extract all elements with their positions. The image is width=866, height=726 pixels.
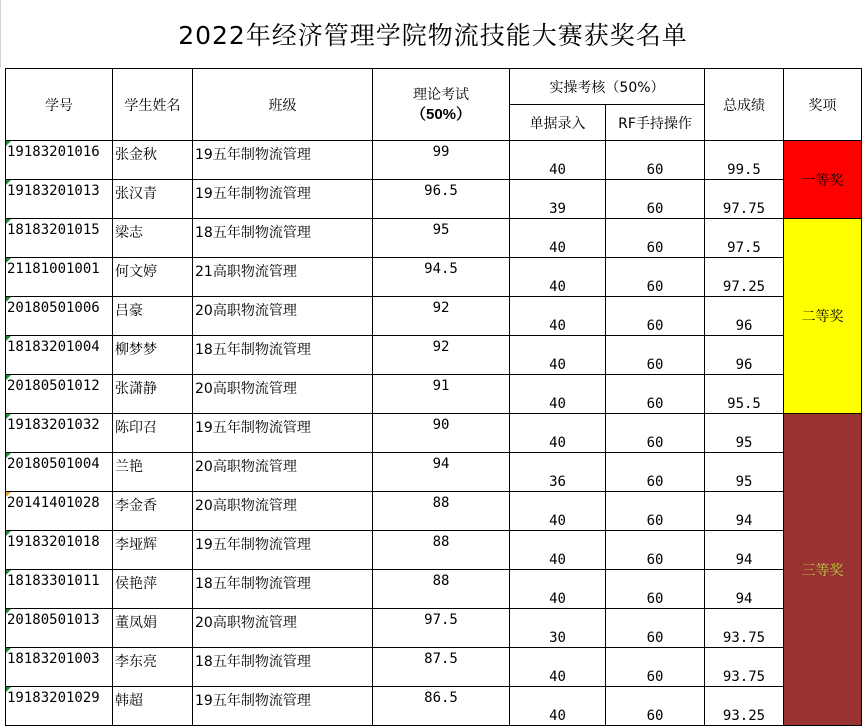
class-cell[interactable]: 18五年制物流管理 <box>193 570 373 609</box>
doc-entry-score-cell[interactable]: 40 <box>510 297 606 336</box>
total-score-cell[interactable]: 97.75 <box>705 180 784 219</box>
doc-entry-score-cell[interactable]: 40 <box>510 336 606 375</box>
student-id-cell[interactable] <box>6 687 113 726</box>
class-cell[interactable]: 19五年制物流管理 <box>193 531 373 570</box>
total-score-cell[interactable]: 93.25 <box>705 687 784 726</box>
doc-entry-score-cell[interactable]: 40 <box>510 141 606 180</box>
total-score-cell[interactable]: 93.75 <box>705 648 784 687</box>
table-row <box>6 258 862 297</box>
class-cell[interactable]: 19五年制物流管理 <box>193 414 373 453</box>
rf-score-cell[interactable]: 60 <box>606 531 705 570</box>
table-row <box>6 141 862 180</box>
table-row <box>6 687 862 726</box>
student-name-cell[interactable]: 董凤娟 <box>113 609 193 648</box>
total-score-cell[interactable]: 96 <box>705 297 784 336</box>
student-name-cell[interactable]: 侯艳萍 <box>113 570 193 609</box>
table-row <box>6 609 862 648</box>
class-cell[interactable]: 20高职物流管理 <box>193 297 373 336</box>
class-cell[interactable]: 19五年制物流管理 <box>193 141 373 180</box>
theory-score-cell[interactable]: 97.5 <box>373 609 510 648</box>
student-name-cell[interactable]: 张汉青 <box>113 180 193 219</box>
rf-score-cell[interactable]: 60 <box>606 687 705 726</box>
student-id-text: 19183201029 <box>7 690 100 706</box>
theory-score-cell[interactable]: 88 <box>373 492 510 531</box>
class-cell[interactable]: 19五年制物流管理 <box>193 180 373 219</box>
theory-score-cell[interactable]: 92 <box>373 336 510 375</box>
award-second-prize-cell[interactable]: 二等奖 <box>784 219 862 414</box>
total-score-cell[interactable]: 96 <box>705 336 784 375</box>
student-id-cell[interactable] <box>6 609 113 648</box>
student-id-text: 20180501004 <box>7 456 100 472</box>
cell-marker-icon <box>6 687 11 692</box>
total-score-cell[interactable]: 95 <box>705 414 784 453</box>
header-row-1 <box>6 69 862 105</box>
student-id-cell[interactable] <box>6 141 113 180</box>
student-name-cell[interactable]: 张金秋 <box>113 141 193 180</box>
header-award[interactable]: 奖项 <box>784 69 862 141</box>
student-id-cell[interactable] <box>6 453 113 492</box>
header-rf-operation[interactable]: RF手持操作 <box>606 105 705 141</box>
student-id-cell[interactable] <box>6 531 113 570</box>
student-name-cell[interactable]: 何文婷 <box>113 258 193 297</box>
student-id-text: 19183201016 <box>7 144 100 160</box>
student-name-cell[interactable]: 李东亮 <box>113 648 193 687</box>
doc-entry-score-cell[interactable]: 40 <box>510 219 606 258</box>
header-theory-weight: （50%） <box>410 105 472 123</box>
rf-score-cell[interactable]: 60 <box>606 609 705 648</box>
cell-marker-icon <box>6 219 11 224</box>
student-name-cell[interactable]: 柳梦梦 <box>113 336 193 375</box>
header-theory[interactable] <box>373 69 510 141</box>
doc-entry-score-cell[interactable]: 40 <box>510 648 606 687</box>
rf-score-cell[interactable]: 60 <box>606 570 705 609</box>
doc-entry-score-cell[interactable]: 40 <box>510 570 606 609</box>
student-id-text: 19183201013 <box>7 183 100 199</box>
cell-marker-icon <box>6 180 11 185</box>
doc-entry-score-cell[interactable]: 40 <box>510 492 606 531</box>
student-id-cell[interactable] <box>6 219 113 258</box>
class-cell[interactable]: 20高职物流管理 <box>193 375 373 414</box>
header-practical[interactable]: 实操考核（50%） <box>510 69 705 105</box>
table-row <box>6 336 862 375</box>
cell-marker-icon <box>6 531 11 536</box>
cell-marker-icon <box>6 336 11 341</box>
rf-score-cell[interactable]: 60 <box>606 492 705 531</box>
cell-marker-icon <box>6 570 11 575</box>
student-name-cell[interactable]: 梁志 <box>113 219 193 258</box>
total-score-cell[interactable]: 97.5 <box>705 219 784 258</box>
theory-score-cell[interactable]: 90 <box>373 414 510 453</box>
rf-score-cell[interactable]: 60 <box>606 141 705 180</box>
total-score-cell[interactable]: 95 <box>705 453 784 492</box>
student-id-text: 19183201032 <box>7 417 100 433</box>
header-student-id[interactable]: 学号 <box>6 69 113 141</box>
student-id-text: 19183201018 <box>7 534 100 550</box>
cell-marker-icon <box>6 453 11 458</box>
cell-marker-icon <box>6 609 11 614</box>
student-name-cell[interactable]: 吕豪 <box>113 297 193 336</box>
table-row <box>6 414 862 453</box>
class-cell[interactable]: 20高职物流管理 <box>193 453 373 492</box>
doc-entry-score-cell[interactable]: 39 <box>510 180 606 219</box>
cell-marker-icon <box>6 492 11 497</box>
doc-entry-score-cell[interactable]: 40 <box>510 258 606 297</box>
rf-score-cell[interactable]: 60 <box>606 258 705 297</box>
cell-marker-icon <box>6 648 11 653</box>
student-name-cell[interactable]: 李金香 <box>113 492 193 531</box>
rf-score-cell[interactable]: 60 <box>606 180 705 219</box>
total-score-cell[interactable]: 99.5 <box>705 141 784 180</box>
theory-score-cell[interactable]: 94.5 <box>373 258 510 297</box>
table-row <box>6 375 862 414</box>
award-first-prize-cell[interactable]: 一等奖 <box>784 141 862 219</box>
doc-entry-score-cell[interactable]: 30 <box>510 609 606 648</box>
rf-score-cell[interactable]: 60 <box>606 336 705 375</box>
header-theory-label: 理论考试 <box>413 86 469 103</box>
rf-score-cell[interactable]: 60 <box>606 375 705 414</box>
doc-entry-score-cell[interactable]: 40 <box>510 687 606 726</box>
theory-score-cell[interactable]: 87.5 <box>373 648 510 687</box>
total-score-cell[interactable]: 94 <box>705 531 784 570</box>
student-id-cell[interactable] <box>6 180 113 219</box>
student-id-cell[interactable] <box>6 297 113 336</box>
student-id-cell[interactable] <box>6 414 113 453</box>
table-row <box>6 180 862 219</box>
header-total[interactable]: 总成绩 <box>705 69 784 141</box>
theory-score-cell[interactable]: 86.5 <box>373 687 510 726</box>
results-table <box>5 68 862 726</box>
header-doc-entry[interactable]: 单据录入 <box>510 105 606 141</box>
doc-entry-score-cell[interactable]: 40 <box>510 531 606 570</box>
student-id-cell[interactable] <box>6 258 113 297</box>
rf-score-cell[interactable]: 60 <box>606 414 705 453</box>
class-cell[interactable]: 18五年制物流管理 <box>193 336 373 375</box>
student-id-text: 20180501013 <box>7 612 100 628</box>
cell-marker-icon <box>6 141 11 146</box>
theory-score-cell[interactable]: 96.5 <box>373 180 510 219</box>
page-title[interactable]: 2022年经济管理学院物流技能大赛获奖名单 <box>178 21 688 50</box>
student-id-cell[interactable] <box>6 336 113 375</box>
student-id-text: 18183201003 <box>7 651 100 667</box>
table-row <box>6 453 862 492</box>
rf-score-cell[interactable]: 60 <box>606 453 705 492</box>
student-id-cell[interactable] <box>6 570 113 609</box>
cell-marker-icon <box>6 297 11 302</box>
rf-score-cell[interactable]: 60 <box>606 297 705 336</box>
header-name[interactable]: 学生姓名 <box>113 69 193 141</box>
student-name-cell[interactable]: 韩超 <box>113 687 193 726</box>
student-id-text: 20180501006 <box>7 300 100 316</box>
total-score-cell[interactable]: 97.25 <box>705 258 784 297</box>
student-id-text: 18183201015 <box>7 222 100 238</box>
student-id-text: 20141401028 <box>7 495 100 511</box>
class-cell[interactable]: 20高职物流管理 <box>193 492 373 531</box>
class-cell[interactable]: 19五年制物流管理 <box>193 687 373 726</box>
table-row <box>6 570 862 609</box>
student-name-cell[interactable]: 张潇静 <box>113 375 193 414</box>
total-score-cell[interactable]: 94 <box>705 492 784 531</box>
theory-score-cell[interactable]: 88 <box>373 531 510 570</box>
table-row <box>6 219 862 258</box>
student-id-text: 18183301011 <box>7 573 100 589</box>
cell-marker-icon <box>6 414 11 419</box>
header-class[interactable]: 班级 <box>193 69 373 141</box>
student-id-cell[interactable] <box>6 375 113 414</box>
theory-score-cell[interactable]: 88 <box>373 570 510 609</box>
cell-marker-icon <box>6 258 11 263</box>
student-id-cell[interactable] <box>6 648 113 687</box>
class-cell[interactable]: 18五年制物流管理 <box>193 648 373 687</box>
rf-score-cell[interactable]: 60 <box>606 219 705 258</box>
student-id-cell[interactable] <box>6 492 113 531</box>
class-cell[interactable]: 18五年制物流管理 <box>193 219 373 258</box>
total-score-cell[interactable]: 94 <box>705 570 784 609</box>
theory-score-cell[interactable]: 92 <box>373 297 510 336</box>
doc-entry-score-cell[interactable]: 40 <box>510 414 606 453</box>
rf-score-cell[interactable]: 60 <box>606 648 705 687</box>
student-name-cell[interactable]: 兰艳 <box>113 453 193 492</box>
theory-score-cell[interactable]: 91 <box>373 375 510 414</box>
theory-score-cell[interactable]: 95 <box>373 219 510 258</box>
student-name-cell[interactable]: 陈印召 <box>113 414 193 453</box>
table-row <box>6 492 862 531</box>
class-cell[interactable]: 20高职物流管理 <box>193 609 373 648</box>
student-name-cell[interactable]: 李垭辉 <box>113 531 193 570</box>
table-row <box>6 648 862 687</box>
student-id-text: 20180501012 <box>7 378 100 394</box>
table-row <box>6 297 862 336</box>
cell-marker-icon <box>6 375 11 380</box>
student-id-text: 21181001001 <box>7 261 100 277</box>
doc-entry-score-cell[interactable]: 40 <box>510 375 606 414</box>
award-third-prize-cell[interactable]: 三等奖 <box>784 414 862 726</box>
theory-score-cell[interactable]: 94 <box>373 453 510 492</box>
theory-score-cell[interactable]: 99 <box>373 141 510 180</box>
table-row <box>6 531 862 570</box>
student-id-text: 18183201004 <box>7 339 100 355</box>
total-score-cell[interactable]: 93.75 <box>705 609 784 648</box>
doc-entry-score-cell[interactable]: 36 <box>510 453 606 492</box>
class-cell[interactable]: 21高职物流管理 <box>193 258 373 297</box>
total-score-cell[interactable]: 95.5 <box>705 375 784 414</box>
